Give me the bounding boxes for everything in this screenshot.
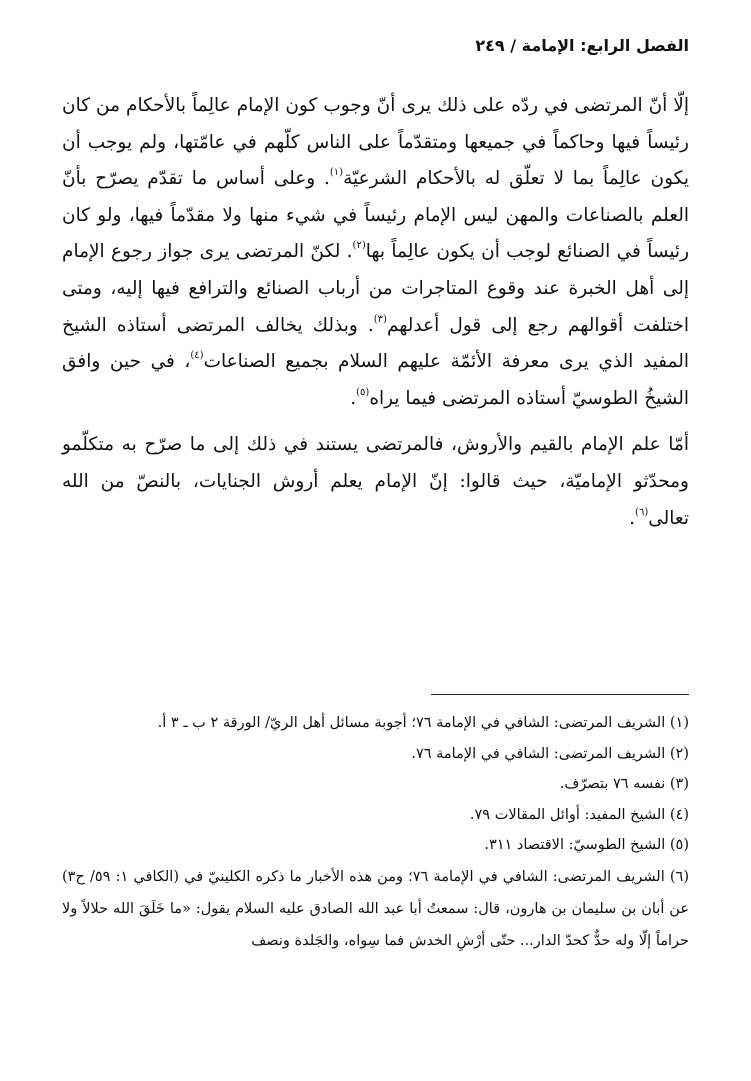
text-run: ، في حين وافق الشيخُ الطوسيّ أستاذه المرتضى فيما يراه [62,351,689,409]
page-number: ٢٤٩ [475,36,505,55]
footnote-ref: (٦) [635,506,649,518]
footnote: (٢) الشريف المرتضى: الشافي في الإمامة ٧٦. [411,745,689,762]
chapter-title: الفصل الرابع: الإمامة / [510,36,689,55]
footnote-ref: (٤) [190,350,204,362]
footnote: (٦) الشريف المرتضى: الشافي في الإمامة ٧٦؛ ومن هذه الأخبار ما ذكره الكلينيّ في (الكافي ١: ٥٩/ ح٣) عن أبان بن سليمان بن هارون، قال: سمعتُ أبا عبد الله الصادق عليه السلام يقول: «ما خَلَقَ الله حلالاً ولا حراماً إلّا وله حدٌّ كحدّ الدار... حتّى أرْشِ الخدش فما سِواه، والجَلدة ونصف [62,868,689,949]
text-run: . [350,387,357,409]
footnote: (١) الشريف المرتضى: الشافي في الإمامة ٧٦؛ أجوبة مسائل أهل الريّ/ الورقة ٢ ب ـ ٣ أ. [157,715,689,731]
paragraph [62,88,689,417]
text-run: . [629,507,636,529]
running-header [475,36,689,55]
main-text [62,88,689,537]
text-run: أمّا علم الإمام بالقيم والأروش، فالمرتضى يستند في ذلك إلى ما صرّح به متكلّمو ومحدّثو الإماميّة، حيث قالوا: إنّ الإمام يعلم أروش الجنايات، بالنصّ من الله تعالى [62,434,689,529]
text-run: . وعلى أساس ما تقدّم يصرّح بأنّ العلم بالصناعات والمهن ليس الإمام رئيساً في شيء منها ولا مقدّماً فيها، ولو كان رئيساً في الصنائع لوجب أن يكون عالِماً بها [62,168,690,263]
paragraph [62,427,689,537]
footnotes [62,708,689,957]
footnote: (٤) الشيخ المفيد: أوائل المقالات ٧٩. [469,806,689,823]
footnote-ref: (١) [329,167,344,179]
footnote: (٣) نفسه ٧٦ بتصرّف. [559,776,689,792]
footnote-separator [431,694,689,695]
footnote-ref: (٥) [356,386,370,398]
book-page [62,0,689,1081]
footnote: (٥) الشيخ الطوسيّ: الاقتصاد ٣١١. [484,837,689,853]
text-run: . لكنّ المرتضى يرى جواز رجوع الإمام إلى أهل الخبرة عند وقوع المتاجرات من أرباب الصنائع والترافع فيها إليه، ومتى اختلفت أقوالهم رجع إلى قول أعدلهم [62,241,689,336]
text-run: إلّا أنّ المرتضى في ردّه على ذلك يرى أنّ وجوب كون الإمام عالِماً بالأحكام من كان رئيساً فيها وحاكماً في جميعها ومتقدّماً على الناس كلّهم في عامّتها، ولم يوجب أن يكون عالِماً بما لا تعلّق له بالأحكام الشرعيّة [62,95,689,190]
footnote-ref: (٣) [373,313,387,325]
text-run: . وبذلك يخالف المرتضى أستاذه الشيخ المفيد الذي يرى معرفة الأئمّة عليهم السلام بجميع الصناعات [62,314,689,373]
footnote-ref: (٢) [352,240,366,252]
